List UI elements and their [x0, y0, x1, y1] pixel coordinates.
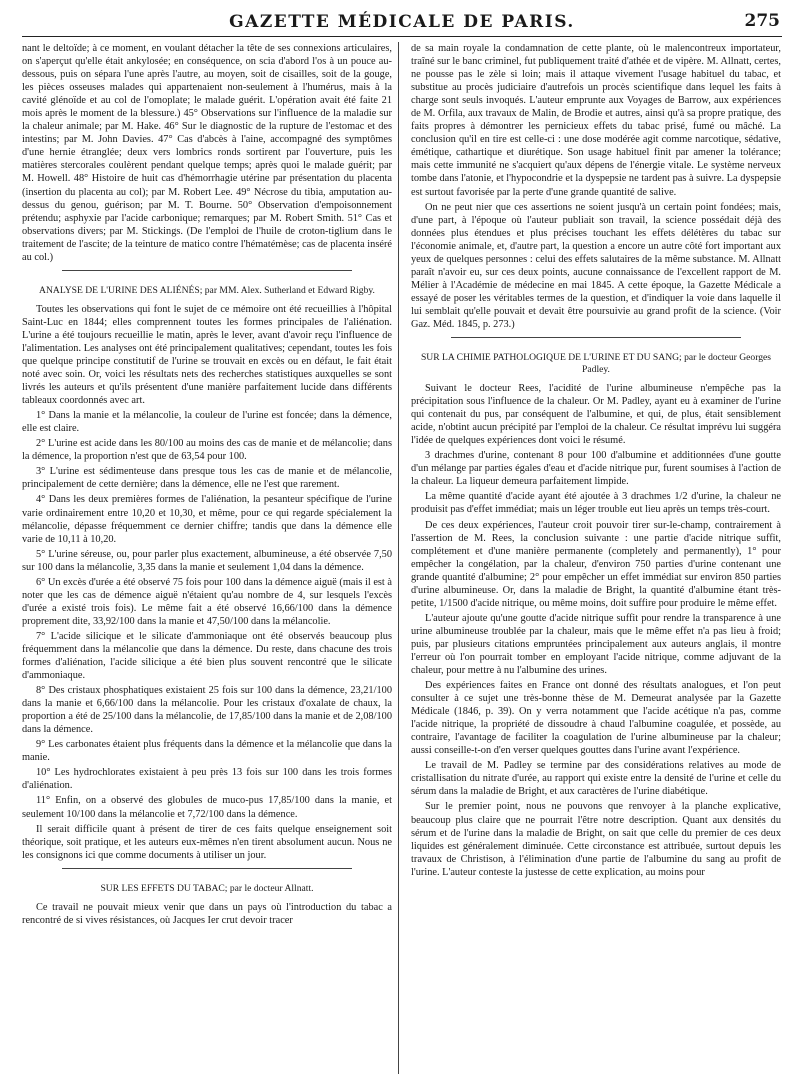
page-number: 275	[744, 11, 780, 31]
paragraph: Le travail de M. Padley se termine par des considérations relatives au mode de cristallisation du nitrate d'urée, au rapport qui existe entre la densité de l'urine et celle du sérum dans la maladie de Bright, et aux caractères de l'urine diabétique.	[411, 760, 781, 798]
continuation-paragraph: de sa main royale la condamnation de cette plante, où le malencontreux importateur, traîné sur le banc criminel, fut publiquement traité d'athée et de vipère. M. Allnatt, certes, ne pousse pas le zèle si loin; mais il attaque vivement l'usage habituel du tabac, et substitue au procès judiciaire d'autrefois un procès scientifique dans lequel les faits à charge sont seuls invoqués. L'auteur emprunte aux Voyages de Barrow, aux expériences de M. Orfila, aux travaux de Malin, de Brodie et autres, ainsi qu'à sa propre pratique, des faits propres à démontrer les pernicieux effets du tabac prisé, fumé ou mâché. La conclusion qu'il en tire est celle-ci : une dose modérée agit comme narcotique, sédative, émétique, cathartique et diurétique. Son usage habituel finit par amener la tolérance; mais cette immunité ne s'acquiert qu'aux dépens de l'énergie vitale. Le système nerveux tombe dans l'atonie, et l'hypocondrie et la dyspepsie ne tardent pas à suivre. La dyspepsie est surtout favorisée par la perte d'une grande quantité de salive.	[411, 43, 781, 198]
paragraph: Des expériences faites en France ont donné des résultats analogues, et l'on peut consulter à ce sujet une très-bonne thèse de M. Demeurat analysée par la Gazette Médicale (1846, p. 39). On y verra notamment que l'acide acétique n'a pas, comme l'acide nitrique, la propriété de dissoudre à chaud l'albumine coagulée, et possède, au contraire, l'avantage de faciliter la coagulation de l'urine albumineuse par la chaleur; aussi conseille-t-on d'en verser quelques gouttes dans l'urine avant l'expérience.	[411, 680, 781, 757]
section-body-chimie-pathologique	[411, 382, 781, 879]
paragraph: 10° Les hydrochlorates existaient à peu près 13 fois sur 100 dans les trois formes d'aliénation.	[22, 767, 392, 792]
paragraph: Suivant le docteur Rees, l'acidité de l'urine albumineuse n'empêche pas la précipitation sous l'influence de la chaleur. Or M. Padley, ayant eu à examiner de l'urine qui contenait du pus, par conséquent de l'albumine, et qui, de plus, était sensiblement acide, n'obtint aucun précipité par l'emploi de la chaleur. Ce résultat imprévu lui suggéra l'idée de quelques expériences dont voici le résumé.	[411, 383, 781, 447]
paragraph: 3 drachmes d'urine, contenant 8 pour 100 d'albumine et additionnées d'une goutte d'un mélange par parties égales d'eau et d'acide nitrique pur, furent soumises à l'action de la chaleur. La liqueur demeura parfaitement limpide.	[411, 450, 781, 488]
section-body-urine-alienes	[22, 303, 392, 862]
paragraph: On ne peut nier que ces assertions ne soient jusqu'à un certain point fondées; mais, d'une part, à l'époque où l'auteur publiait son travail, la science possédait déjà des données plus étendues et plus précises touchant les effets délétères du tabac sur l'économie animale, et, d'autre part, la question a encore un autre côté fort important aux yeux de quelques personnes : celui des effets salutaires de la même substance. M. Allnatt paraît n'avoir eu, sur ces deux points, aucune connaissance de l'excellent rapport de M. Mélier à l'Académie de médecine en mai 1845. A cette époque, la Gazette Médicale a essayé de poser les véritables termes de la question, et d'indiquer la voie dans laquelle il lui semblait qu'elle pouvait et devait être poursuivie au grand profit de la science. (Voir Gaz. Méd. 1845, p. 273.)	[411, 201, 781, 330]
section-rule	[62, 270, 352, 271]
paragraph: 5° L'urine séreuse, ou, pour parler plus exactement, albumineuse, a été observée 7,50 sur 100 dans la mélancolie, 3,35 dans la manie et seulement 1,04 dans la démence.	[22, 548, 392, 573]
section-rule	[62, 868, 352, 869]
paragraph: Ce travail ne pouvait mieux venir que dans un pays où l'introduction du tabac a rencontré de si vives résistances, où Jacques Ier crut devoir tracer	[22, 901, 392, 926]
column-divider	[398, 42, 399, 1074]
paragraph: 2° L'urine est acide dans les 80/100 au moins des cas de manie et de mélancolie; dans la démence, la proportion n'est que de 63,54 pour 100.	[22, 438, 392, 463]
paragraph: 4° Dans les deux premières formes de l'aliénation, la pesanteur spécifique de l'urine varie ordinairement entre 10,20 et 10,30, et même, pour ce qui regarde spécialement la mélancolie, dépasse fréquemment ce dernier chiffre; tandis que dans la démence elle varie de 10,11 à 10,20.	[22, 494, 392, 545]
paragraph: Il serait difficile quant à présent de tirer de ces faits quelque enseignement soit théorique, soit pratique, et les auteurs eux-mêmes n'en tirent absolument aucun. Nous ne les consignons ici que comme documents à utiliser un jour.	[22, 823, 392, 861]
right-column	[411, 42, 781, 1074]
page-header	[22, 10, 782, 37]
paragraph: De ces deux expériences, l'auteur croit pouvoir tirer sur-le-champ, contrairement à l'assertion de M. Rees, la conclusion suivante : une partie d'acide nitrique suffit, complétement et d'une manière permanente (completely and permanently), 1° pour empêcher la congélation, par la chaleur, d'environ 750 parties d'urine contenant une grande quantité d'albumine; 2° pour empêcher un effet immédiat sur environ 850 parties d'urine albumineuse. Or, dans la maladie de Bright, la quantité d'albumine étant très-petite, 1/1500 d'acide nitrique, ou même moins, doit suffire pour produire le même effet.	[411, 519, 781, 609]
paragraph: Toutes les observations qui font le sujet de ce mémoire ont été recueillies à l'hôpital Saint-Luc en 1844; elles comprennent toutes les formes principales de l'aliénation. L'urine a été toujours recueillie le matin, après le lever, avant d'avoir reçu l'influence de l'alimentation. Les analyses ont été principalement qualitatives; cependant, toutes les fois que quelque principe constitutif de l'urine se trouvait en excès ou en défaut, le fait était noté avec soin. Or, voici les résultats nets des recherches statistiques auxquelles se sont livrés les auteurs et qu'ils présentent d'une manière parfaitement lucide dans différents tableaux coordonnés avec art.	[22, 303, 392, 407]
paragraph: 6° Un excès d'urée a été observé 75 fois pour 100 dans la démence aiguë (mais il est à noter que les cas de démence aiguë n'étaient qu'au nombre de 4, sur lesquels l'excès d'urée a existé trois fois). Le même fait a été observé 16,66/100 dans la démence proprement dite, 33,92/100 dans la manie et 47,50/100 dans la mélancolie.	[22, 576, 392, 627]
paragraph: 9° Les carbonates étaient plus fréquents dans la démence et la mélancolie que dans la manie.	[22, 739, 392, 764]
section-heading-tabac: SUR LES EFFETS DU TABAC; par le docteur Allnatt.	[100, 882, 314, 894]
section-heading-chimie-pathologique: SUR LA CHIMIE PATHOLOGIQUE DE L'URINE ET DU SANG; par le docteur Georges Padley.	[420, 352, 772, 376]
paragraph: L'auteur ajoute qu'une goutte d'acide nitrique suffit pour rendre la transparence à une urine albumineuse troublée par la chaleur, mais que le même effet n'a pas lieu à froid; puis, par plusieurs citations empruntées principalement aux auteurs anglais, il montre l'erreur où l'on pourrait tomber en employant l'acide nitrique, comme adjuvant de la chaleur, pour mettre à nu l'albumine des urines.	[411, 612, 781, 677]
paragraph: 8° Des cristaux phosphatiques existaient 25 fois sur 100 dans la démence, 23,21/100 dans la manie et 6,66/100 dans la mélancolie. Pour les cristaux d'oxalate de chaux, la proportion a été de 25/100 dans la mélancolie, de 17,85/100 dans la manie et de 2,08/100 dans la démence.	[22, 685, 392, 736]
journal-title: GAZETTE MÉDICALE DE PARIS.	[229, 12, 575, 32]
section-rule	[451, 337, 741, 338]
paragraph: 3° L'urine est sédimenteuse dans presque tous les cas de manie et de mélancolie, principalement de cette dernière; dans la démence, elle ne l'est que rarement.	[22, 466, 392, 491]
paragraph: 7° L'acide silicique et le silicate d'ammoniaque ont été observés beaucoup plus fréquemment dans la mélancolie que dans la démence. Du reste, dans chacune des trois formes d'aliénation, l'acide silicique a été bien plus souvent rencontré que le silicate d'ammoniaque.	[22, 630, 392, 682]
left-column	[22, 42, 392, 1074]
section-heading-urine-alienes: ANALYSE DE L'URINE DES ALIÉNÉS; par MM. Alex. Sutherland et Edward Rigby.	[39, 284, 375, 296]
paragraph: Sur le premier point, nous ne pouvons que renvoyer à la planche explicative, beaucoup plus claire que ne pourrait l'être notre description. Quant aux densités du sérum et de l'urine dans la maladie de Bright, on sait que celle du premier de ces deux liquides est généralement diminuée. Cette circonstance est attribuée, surtout depuis les travaux de Christison, à l'élimination d'une partie de l'albumine du sang au profit de l'urine. L'auteur conteste la justesse de cette explication, au moins pour	[411, 801, 781, 878]
paragraph: 1° Dans la manie et la mélancolie, la couleur de l'urine est foncée; dans la démence, elle est claire.	[22, 410, 392, 435]
continuation-paragraph: nant le deltoïde; à ce moment, en voulant détacher la tête de ses connexions articulaires, on s'aperçut qu'elle était ankylosée; en conséquence, on scia d'abord l'os à un pouce au-dessous, puis on sépara l'une après l'autre, au moyen, soit de cisailles, soit de la gouge, les pièces osseuses malades qui appartenaient non-seulement à l'humérus, mais à la cavité glénoïde et au col de l'omoplate; le malade guérit. L'opération avait été faite 21 mois après le moment de la blessure.) 45° Observations sur l'influence de la maladie sur la chaleur animale; par M. Hake. 46° Sur le diagnostic de la rupture de l'estomac et des intestins; par M. John Davies. 47° Cas d'abcès à l'aine, accompagné des symptômes d'une hernie étranglée; deux vers lombrics ronds sortirent par l'ouverture, puis les matières stercorales coulèrent pendant quelque temps; après quoi le malade guérit; par M. Howell. 48° Histoire de huit cas d'hémorrhagie utérine par présentation du placenta (insertion du placenta au col); par M. Robert Lee. 49° Nécrose du tibia, amputation au-dessus du genou, guérison; par M. T. Bourne. 50° Observation d'empoisonnement prétendu; asphyxie par l'acide carbonique; remarques; par M. Robert Smith. 51° Cas et observations divers; par M. Stickings. (De l'emploi de l'huile de croton-tiglium dans le traitement de l'ascite; de la teinture de matico contre l'hématémèse; cas de placenta inséré au col.)	[22, 43, 392, 263]
paragraph: La même quantité d'acide ayant été ajoutée à 3 drachmes 1/2 d'urine, la chaleur ne produisit pas d'effet immédiat; mais un léger trouble eut lieu après un temps très-court.	[411, 491, 781, 516]
paragraph: 11° Enfin, on a observé des globules de muco-pus 17,85/100 dans la manie, et seulement 10/100 dans la mélancolie et 7,72/100 dans la démence.	[22, 795, 392, 820]
